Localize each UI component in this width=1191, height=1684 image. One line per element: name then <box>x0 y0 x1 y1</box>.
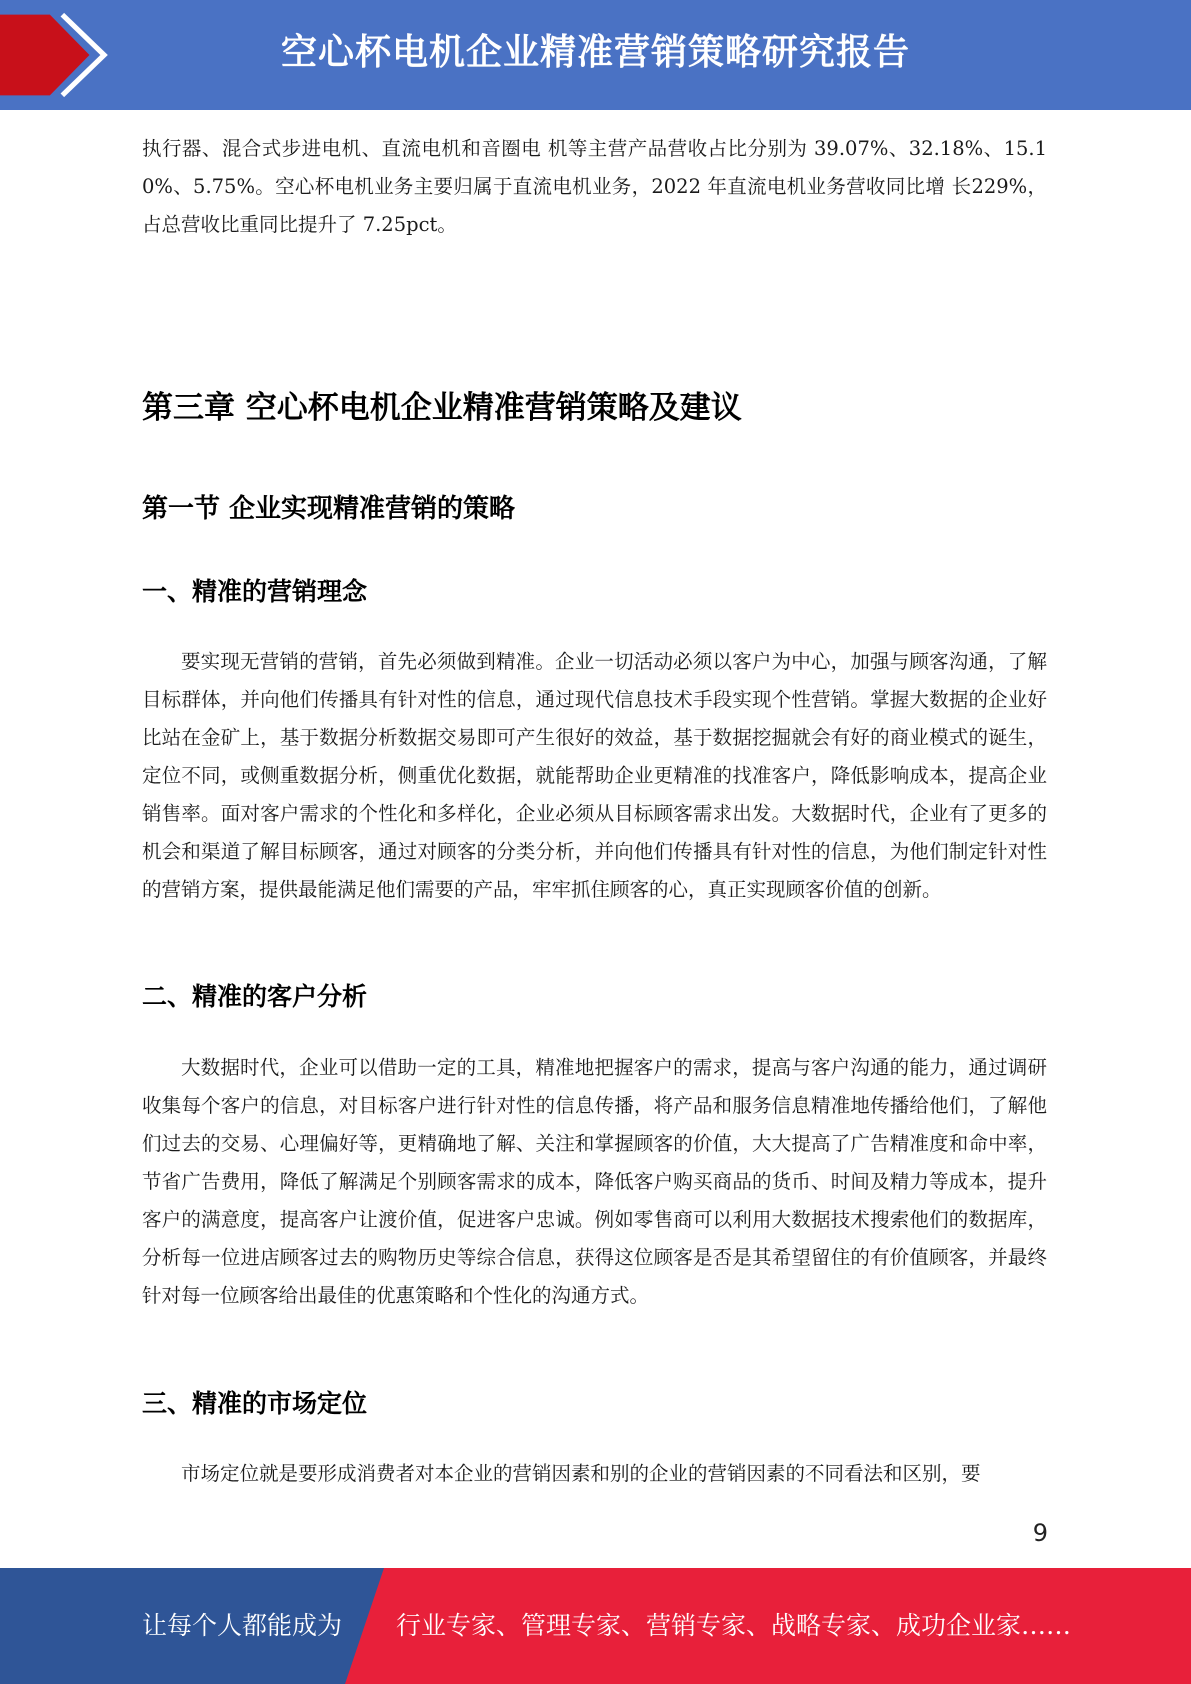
subsection-title-2: 二、精准的客户分析 <box>142 982 368 1011</box>
subsection-body-1: 要实现无营销的营销，首先必须做到精准。企业一切活动必须以客户为中心，加强与顾客沟通，了解目标群体，并向他们传播具有针对性的信息，通过现代信息技术手段实现个性营销。掌握大数据的企业好比站在金矿上，基于数据分析数据交易即可产生很好的效益，基于数据挖掘就会有好的商业模式的诞生，定位不同，或侧重数据分析，侧重优化数据，就能帮助企业更精准的找准客户，降低影响成本，提高企业销售率。面对客户需求的个性化和多样化，企业必须从目标顾客需求出发。大数据时代，企业有了更多的机会和渠道了解目标顾客，通过对顾客的分类分析，并向他们传播具有针对性的信息，为他们制定针对性的营销方案，提供最能满足他们需要的产品，牢牢抓住顾客的心，真正实现顾客价值的创新。 <box>142 650 1047 901</box>
intro-paragraph: 执行器、混合式步进电机、直流电机和音圈电 机等主营产品营收占比分别为 39.07%、32.18%、15.10%、5.75%。空心杯电机业务主要归属于直流电机业务，2022 年直流电机业务营收同比增 长229%，占总营收比重同比提升了 7.25pct。 <box>142 137 1047 236</box>
subsection-body-2: 大数据时代，企业可以借助一定的工具，精准地把握客户的需求，提高与客户沟通的能力，通过调研收集每个客户的信息，对目标客户进行针对性的信息传播，将产品和服务信息精准地传播给他们，了解他们过去的交易、心理偏好等，更精确地了解、关注和掌握顾客的价值，大大提高了广告精准度和命中率，节省广告费用，降低了解满足个别顾客需求的成本，降低客户购买商品的货币、时间及精力等成本，提升客户的满意度，提高客户让渡价值，促进客户忠诚。例如零售商可以利用大数据技术搜索他们的数据库，分析每一位进店顾客过去的购物历史等综合信息，获得这位顾客是否是其希望留住的有价值顾客，并最终针对每一位顾客给出最佳的优惠策略和个性化的沟通方式。 <box>142 1056 1047 1307</box>
report-title: 空心杯电机企业精准营销策略研究报告 <box>280 32 910 73</box>
page-footer <box>0 1568 1191 1684</box>
subsection-title-1: 一、精准的营销理念 <box>142 577 368 606</box>
footer-slogan-right: 行业专家、管理专家、营销专家、战略专家、成功企业家…… <box>396 1611 1072 1640</box>
section-title: 第一节 企业实现精准营销的策略 <box>142 494 516 524</box>
subsection-title-3: 三、精准的市场定位 <box>142 1389 368 1418</box>
header-red-arrow <box>0 0 110 110</box>
page-number: 9 <box>1032 1519 1048 1547</box>
page-header <box>0 0 1191 110</box>
subsection-body-3: 市场定位就是要形成消费者对本企业的营销因素和别的企业的营销因素的不同看法和区别，要 <box>181 1462 981 1485</box>
chapter-title: 第三章 空心杯电机企业精准营销策略及建议 <box>142 390 742 426</box>
footer-slogan-left: 让每个人都能成为 <box>142 1611 343 1640</box>
